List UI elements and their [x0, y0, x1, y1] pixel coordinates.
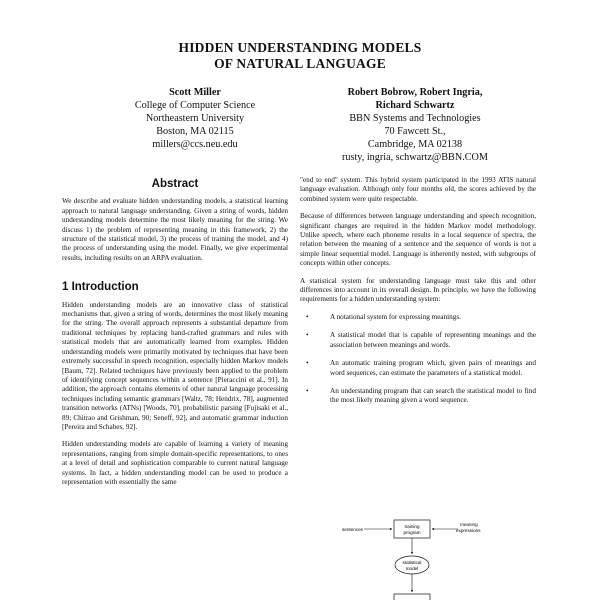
author-block-left	[100, 86, 290, 151]
bullet-icon: •	[306, 331, 309, 340]
model-label: model	[405, 566, 419, 571]
statistical-model-node	[395, 556, 429, 574]
abstract-text: We describe and evaluate hidden understanding models, a statistical learning approach to natural language understanding. Given a string of words, hidden understanding models determine the most likely meaning for the string. We discuss 1) the problem of representing meaning in this framework, 2) the structure of the statistical model, 3) the process of training the model, and 4) the process of understanding using the model. Finally, we give experimental results, including results on an ARPA evaluation.	[62, 197, 288, 262]
list-item-text: An automatic training program which, given pairs of meanings and word sequences, can estimate the parameters of a statistical model.	[330, 359, 536, 377]
bullet-icon: •	[306, 312, 309, 321]
list-item	[300, 331, 536, 350]
author-name: Scott Miller	[169, 87, 221, 98]
list-item	[300, 313, 536, 322]
author-address: Boston, MA 02115	[156, 126, 234, 137]
author-affiliation: College of Computer Science	[134, 100, 256, 111]
author-address: Cambridge, MA 02138	[367, 139, 463, 150]
left-column	[62, 180, 288, 495]
training-program-box	[394, 520, 430, 538]
sentences-label: sentences	[342, 527, 363, 532]
author-block-right	[300, 86, 530, 164]
intro-paragraph-1: Hidden understanding models are an innovative class of statistical mechanisms that, given a string of words, determines the most likely meaning for the string. The overall approach represents a substantial departure from traditional techniques by replacing hand-crafted grammars and rules with statistical models that are automatically learned from examples. Hidden understanding models were primarily motivated by techniques that have been extremely successful in speech recognition, especially hidden Markov models [Baum, 72]. Related techniques have previously been applied to the problem of identifying concept sequences within a sentence [Pieraccini et al., 91]. In addition, the approach contains elements of other natural language processing techniques including semantic grammars [Waltz, 78; Hendrix, 78], augmented transition networks (ATNs) [Woods, 70], probabilistic parsing [Fujisaki et al., 89; Chitrao and Grishman, 90; Seneff, 92], and automatic grammar induction [Pereira and Schabes, 92].	[62, 300, 288, 431]
meaning-label: meaning	[460, 522, 478, 527]
right-paragraph-2: Because of differences between language understanding and speech recognition, significant changes are required in the hidden Markov model methodology. Unlike speech, where each phoneme results in a local sequence of spectra, the relation between the meaning of a sentence and the sequence of words is not a simple linear sequential model. Language is inherently nested, with subgroups of concepts within other concepts.	[300, 212, 536, 268]
expressions-label: expressions	[456, 528, 481, 533]
author-email: millers@ccs.neu.edu	[152, 139, 238, 150]
list-item-text: An understanding program that can search the statistical model to find the most likely meaning given a word sequence.	[330, 386, 536, 405]
author-affiliation: Northeastern University	[145, 113, 245, 124]
right-column	[300, 176, 536, 415]
title-line-2: OF NATURAL LANGUAGE	[214, 56, 386, 71]
author-address: 70 Fawcett St.,	[384, 126, 446, 137]
bullet-icon: •	[306, 386, 309, 395]
right-paragraph-3: A statistical system for understanding language must take this and other differences into account in its overall design. In principle, we have the following requirements for a hidden understanding system:	[300, 276, 536, 304]
intro-paragraph-2: Hidden understanding models are capable of learning a variety of meaning representations, ranging from simple domain-specific representations, to ones at a level of detail and sophistication comparable to current natural language systems. In fact, a hidden understanding model can be used to produce a representation with essentially the same	[62, 440, 288, 486]
training-label: training	[404, 524, 420, 529]
author-affiliation: BBN Systems and Technologies	[349, 113, 481, 124]
right-paragraph-1: "end to end" system. This hybrid system participated in the 1993 ATIS natural language evaluation. Although only four months old, the scores achieved by the combined system were quite respectable.	[300, 176, 536, 203]
author-names: Richard Schwartz	[375, 100, 455, 111]
understanding-box	[394, 594, 430, 600]
introduction-heading: 1 Introduction	[62, 281, 139, 294]
bullet-icon: •	[306, 359, 309, 368]
statistical-label: statistical	[402, 560, 422, 565]
paper-title	[0, 40, 600, 72]
title-line-1: HIDDEN UNDERSTANDING MODELS	[178, 40, 422, 55]
program-label: program	[403, 530, 421, 535]
list-item-text: A notational system for expressing meanings.	[330, 312, 461, 321]
list-item	[300, 387, 536, 406]
requirements-list	[300, 313, 536, 406]
abstract-heading: Abstract	[151, 178, 199, 190]
author-email: rusty, ingria, schwartz@BBN.COM	[342, 152, 488, 163]
list-item-text: A statistical model that is capable of representing meanings and the association between meanings and words.	[330, 331, 536, 349]
system-diagram	[320, 510, 520, 600]
list-item	[300, 359, 536, 378]
diagram-svg	[320, 510, 520, 600]
author-names: Robert Bobrow, Robert Ingria,	[347, 87, 483, 98]
